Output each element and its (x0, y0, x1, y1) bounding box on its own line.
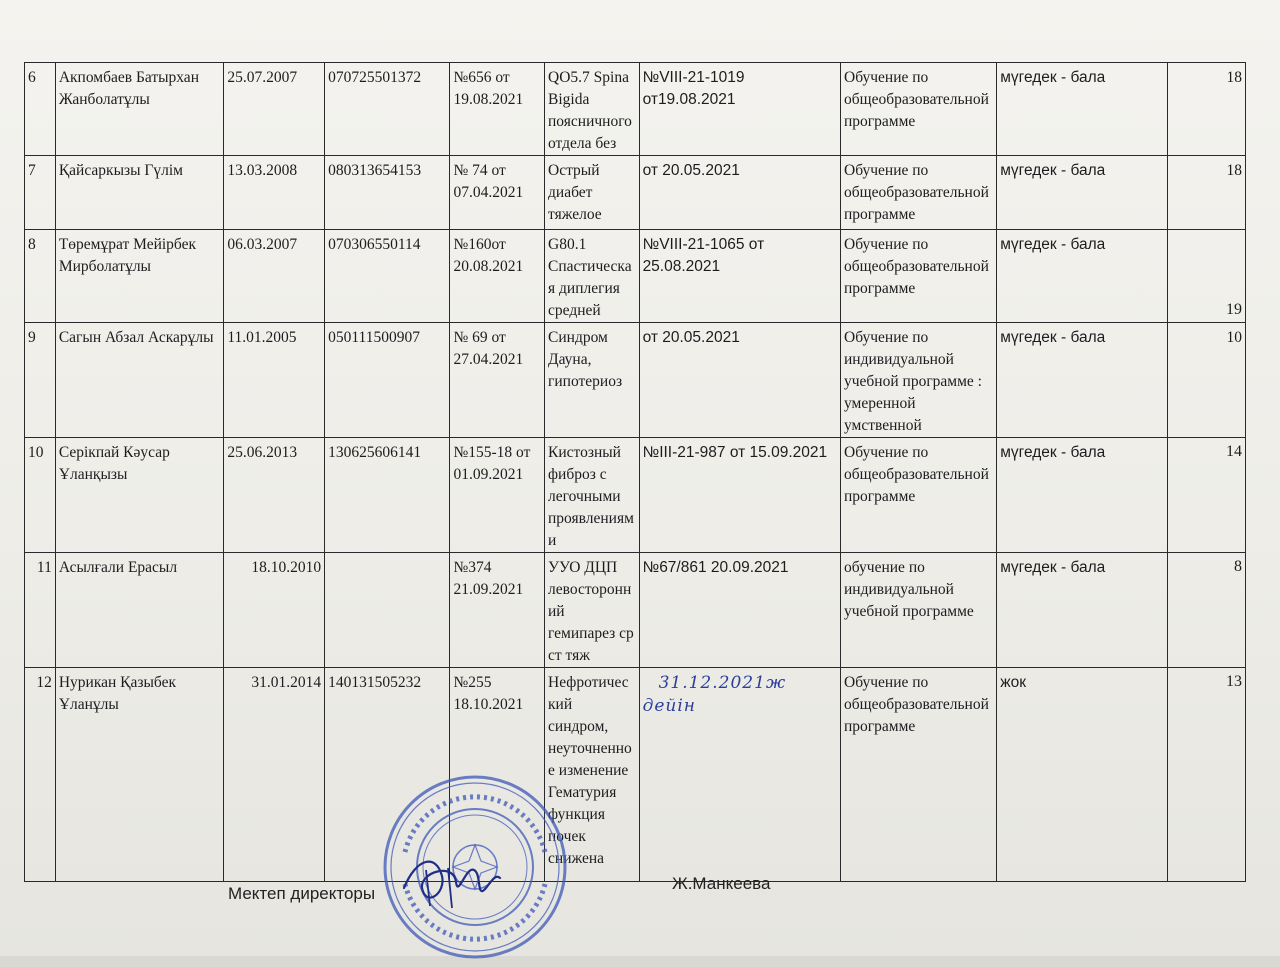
row-number-cell: 6 (25, 63, 56, 156)
protocol-number-cell: №656 от 19.08.2021 (450, 63, 545, 156)
pmpk-conclusion-cell (639, 668, 840, 882)
hours-count-cell: 13 (1167, 668, 1245, 882)
row-number-cell: 9 (25, 323, 56, 438)
iin-number-cell: 050111500907 (325, 323, 450, 438)
student-name-cell: Акпомбаев Батырхан Жанболатұлы (55, 63, 224, 156)
hours-count-cell: 8 (1167, 553, 1245, 668)
footer-director-label: Мектеп директоры (228, 884, 376, 903)
education-program-cell: обучение по индивидуальной учебной программе (841, 553, 997, 668)
students-table (24, 62, 1246, 882)
pmpk-conclusion-cell: от 20.05.2021 (639, 323, 840, 438)
row-number-cell: 10 (25, 438, 56, 553)
table-row (25, 438, 1246, 553)
protocol-number-cell: №155-18 от 01.09.2021 (450, 438, 545, 553)
pmpk-conclusion-cell: №III-21-987 от 15.09.2021 (639, 438, 840, 553)
iin-number-cell: 070306550114 (325, 230, 450, 323)
disability-status-cell: мүгедек - бала (997, 438, 1168, 553)
birth-date-cell: 11.01.2005 (224, 323, 325, 438)
pmpk-conclusion-cell: №67/861 20.09.2021 (639, 553, 840, 668)
diagnosis-cell: Кистозный фиброз с легочными проявлениями (545, 438, 640, 553)
iin-number-cell (325, 553, 450, 668)
hours-count-cell: 18 (1167, 63, 1245, 156)
footer-director-name: Ж.Манкеева (672, 874, 771, 893)
education-program-cell: Обучение по индивидуальной учебной программе : умеренной умственной (841, 323, 997, 438)
table-row (25, 668, 1246, 882)
pmpk-conclusion-cell: от 20.05.2021 (639, 156, 840, 230)
protocol-number-cell: №374 21.09.2021 (450, 553, 545, 668)
iin-number-cell: 080313654153 (325, 156, 450, 230)
birth-date-cell: 25.06.2013 (224, 438, 325, 553)
birth-date-cell: 18.10.2010 (224, 553, 325, 668)
row-number-cell: 12 (25, 668, 56, 882)
protocol-number-cell: №160от 20.08.2021 (450, 230, 545, 323)
disability-status-cell: мүгедек - бала (997, 323, 1168, 438)
diagnosis-cell: Нефротический синдром, неуточненное изменение Гематурия функция почек снижена (545, 668, 640, 882)
diagnosis-cell: QO5.7 Spina Bigida поясничного отдела без (545, 63, 640, 156)
diagnosis-cell: УУО ДЦП левосторонний гемипарез ср ст тяж (545, 553, 640, 668)
table-row (25, 63, 1246, 156)
student-name-cell: Серікпай Кәусар Ұланқызы (55, 438, 224, 553)
row-number-cell: 7 (25, 156, 56, 230)
table-row (25, 156, 1246, 230)
disability-status-cell: мүгедек - бала (997, 63, 1168, 156)
diagnosis-cell: Острый диабет тяжелое (545, 156, 640, 230)
row-number-cell: 8 (25, 230, 56, 323)
birth-date-cell: 06.03.2007 (224, 230, 325, 323)
hours-count-cell: 19 (1167, 230, 1245, 323)
row-number-cell: 11 (25, 553, 56, 668)
student-name-cell: Нурикан Қазыбек Ұланұлы (55, 668, 224, 882)
iin-number-cell: 130625606141 (325, 438, 450, 553)
protocol-number-cell: №255 18.10.2021 (450, 668, 545, 882)
student-name-cell: Асылғали Ерасыл (55, 553, 224, 668)
education-program-cell: Обучение по общеобразовательной программе (841, 438, 997, 553)
education-program-cell: Обучение по общеобразовательной программе (841, 230, 997, 323)
disability-status-cell: жок (997, 668, 1168, 882)
pmpk-conclusion-cell: №VIII-21-1019 от19.08.2021 (639, 63, 840, 156)
student-name-cell: Төремұрат Мейірбек Мирболатұлы (55, 230, 224, 323)
hours-count-cell: 18 (1167, 156, 1245, 230)
disability-status-cell: мүгедек - бала (997, 230, 1168, 323)
disability-status-cell: мүгедек - бала (997, 156, 1168, 230)
student-name-cell: Қайсаркызы Гүлім (55, 156, 224, 230)
protocol-number-cell: № 69 от 27.04.2021 (450, 323, 545, 438)
education-program-cell: Обучение по общеобразовательной программе (841, 668, 997, 882)
birth-date-cell: 13.03.2008 (224, 156, 325, 230)
diagnosis-cell: Синдром Дауна, гипотериоз (545, 323, 640, 438)
education-program-cell: Обучение по общеобразовательной программе (841, 63, 997, 156)
iin-number-cell: 070725501372 (325, 63, 450, 156)
diagnosis-cell: G80.1 Спастическая диплегия средней (545, 230, 640, 323)
table-row (25, 230, 1246, 323)
iin-number-cell: 140131505232 (325, 668, 450, 882)
handwritten-note: 31.12.2021ж дейін (642, 673, 787, 716)
table-row (25, 553, 1246, 668)
hours-count-cell: 10 (1167, 323, 1245, 438)
hours-count-cell: 14 (1167, 438, 1245, 553)
student-name-cell: Сагын Абзал Аскарұлы (55, 323, 224, 438)
education-program-cell: Обучение по общеобразовательной программе (841, 156, 997, 230)
director-signature (396, 848, 506, 918)
protocol-number-cell: № 74 от 07.04.2021 (450, 156, 545, 230)
birth-date-cell: 31.01.2014 (224, 668, 325, 882)
disability-status-cell: мүгедек - бала (997, 553, 1168, 668)
table-row (25, 323, 1246, 438)
birth-date-cell: 25.07.2007 (224, 63, 325, 156)
pmpk-conclusion-cell: №VIII-21-1065 от 25.08.2021 (639, 230, 840, 323)
